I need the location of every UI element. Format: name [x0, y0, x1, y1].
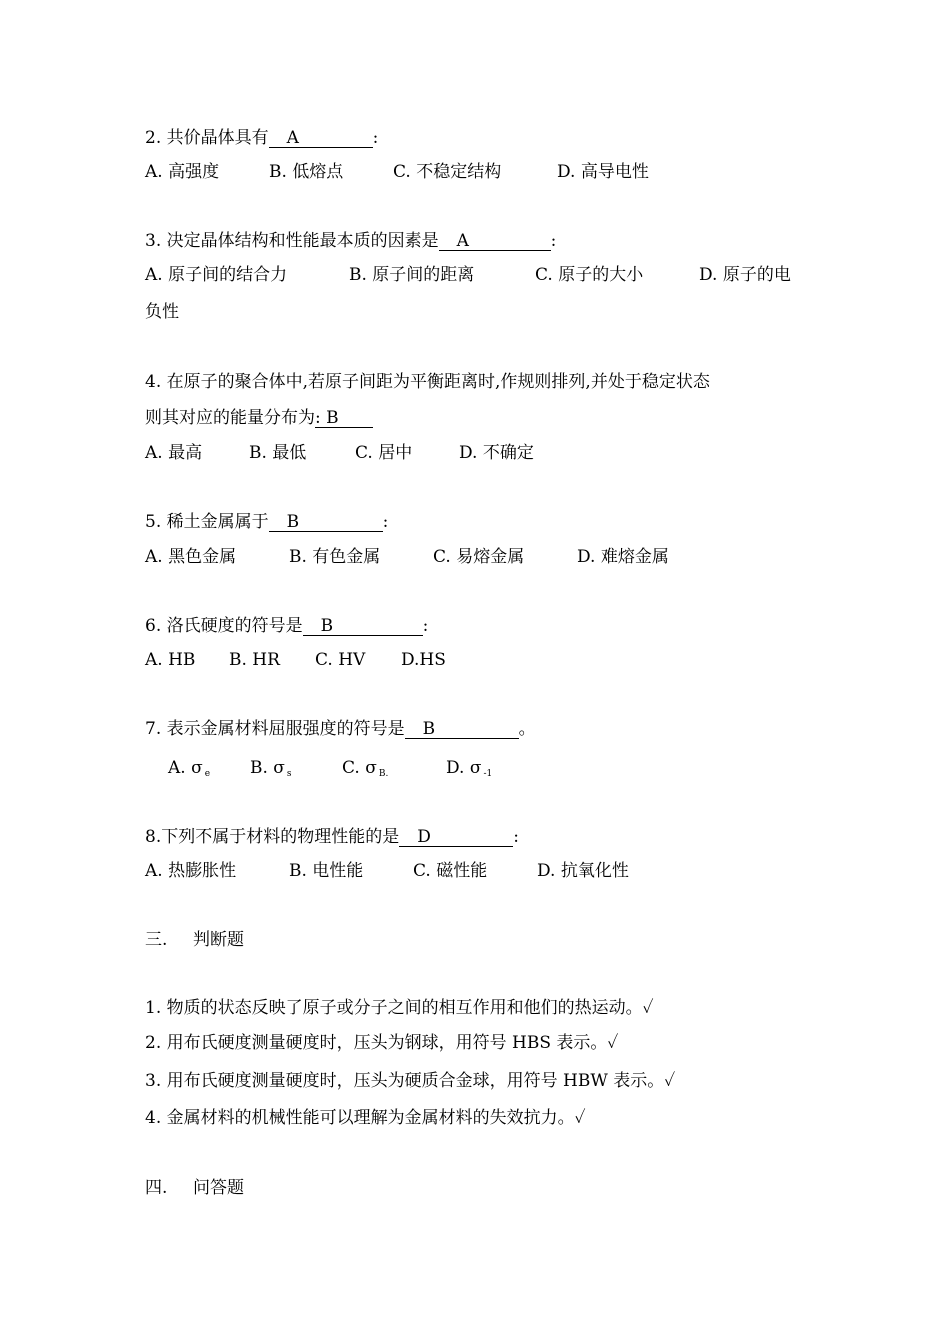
- answer-blank: A: [439, 230, 551, 251]
- judgement-item: 2. 用布氏硬度测量硬度时，压头为钢球，用符号 HBS 表示。✓: [145, 1033, 619, 1053]
- question-5-stem: 5. 稀土金属属于 B :: [145, 512, 389, 532]
- option: B. 原子间的距离: [349, 265, 475, 285]
- question-8-stem: 8.下列不属于材料的物理性能的是 D :: [145, 827, 519, 847]
- option: C. 磁性能: [413, 861, 488, 881]
- question-7-stem: 7. 表示金属材料屈服强度的符号是 B 。: [145, 719, 536, 739]
- question-7-options: [168, 756, 492, 780]
- section-3-heading: 三. 判断题: [145, 930, 244, 950]
- option: A. 最高: [145, 443, 203, 463]
- option: B. 有色金属: [289, 547, 381, 567]
- judgement-item: 1. 物质的状态反映了原子或分子之间的相互作用和他们的热运动。✓: [145, 998, 654, 1018]
- option: D. 抗氧化性: [537, 861, 629, 881]
- question-2-stem: 2. 共价晶体具有 A :: [145, 128, 379, 148]
- question-3-stem: 3. 决定晶体结构和性能最本质的因素是 A :: [145, 231, 557, 251]
- option: B. 最低: [249, 443, 307, 463]
- option: D. σ $_{-1}$: [446, 758, 493, 779]
- option: D. 不确定: [459, 443, 534, 463]
- option: C. 居中: [355, 443, 413, 463]
- question-2-options: [145, 160, 649, 184]
- option: A. σ $_e$: [168, 758, 211, 779]
- question-5-options: [145, 545, 669, 569]
- option: C. 易熔金属: [433, 547, 525, 567]
- question-3-options: [145, 263, 791, 287]
- question-6-options: [145, 648, 446, 672]
- answer-blank: B: [405, 718, 519, 739]
- option: D. 难熔金属: [577, 547, 669, 567]
- section-4-heading: 四. 问答题: [145, 1178, 244, 1198]
- judgement-item: 3. 用布氏硬度测量硬度时，压头为硬质合金球，用符号 HBW 表示。✓: [145, 1071, 676, 1091]
- question-4-options: [145, 441, 534, 465]
- option: D. 高导电性: [557, 162, 649, 182]
- question-8-options: [145, 859, 629, 883]
- option: C. 不稳定结构: [393, 162, 502, 182]
- option: B. HR: [229, 650, 280, 670]
- option: A. 原子间的结合力: [145, 265, 288, 285]
- option: C. σ $_{B.}$: [342, 758, 389, 779]
- option: B. 电性能: [289, 861, 364, 881]
- answer-blank: D: [399, 826, 513, 847]
- option: A. HB: [145, 650, 196, 670]
- answer-blank: B: [269, 511, 383, 532]
- answer-blank: : B: [315, 407, 373, 428]
- option: B. σ $_s$: [250, 758, 292, 779]
- question-3-options-continued: 负性: [145, 302, 179, 322]
- question-4-stem-line1: 4. 在原子的聚合体中,若原子间距为平衡距离时,作规则排列,并处于稳定状态: [145, 372, 710, 392]
- option: B. 低熔点: [269, 162, 344, 182]
- option: A. 热膨胀性: [145, 861, 237, 881]
- question-6-stem: 6. 洛氏硬度的符号是 B :: [145, 616, 429, 636]
- judgement-item: 4. 金属材料的机械性能可以理解为金属材料的失效抗力。✓: [145, 1108, 586, 1128]
- option: D.HS: [401, 650, 446, 670]
- option: C. 原子的大小: [535, 265, 644, 285]
- answer-blank: A: [269, 127, 373, 148]
- option: A. 高强度: [145, 162, 220, 182]
- option: C. HV: [315, 650, 366, 670]
- answer-blank: B: [303, 615, 423, 636]
- question-4-stem-line2: 则其对应的能量分布为: B: [145, 406, 373, 430]
- option: D. 原子的电: [699, 265, 791, 285]
- option: A. 黑色金属: [145, 547, 237, 567]
